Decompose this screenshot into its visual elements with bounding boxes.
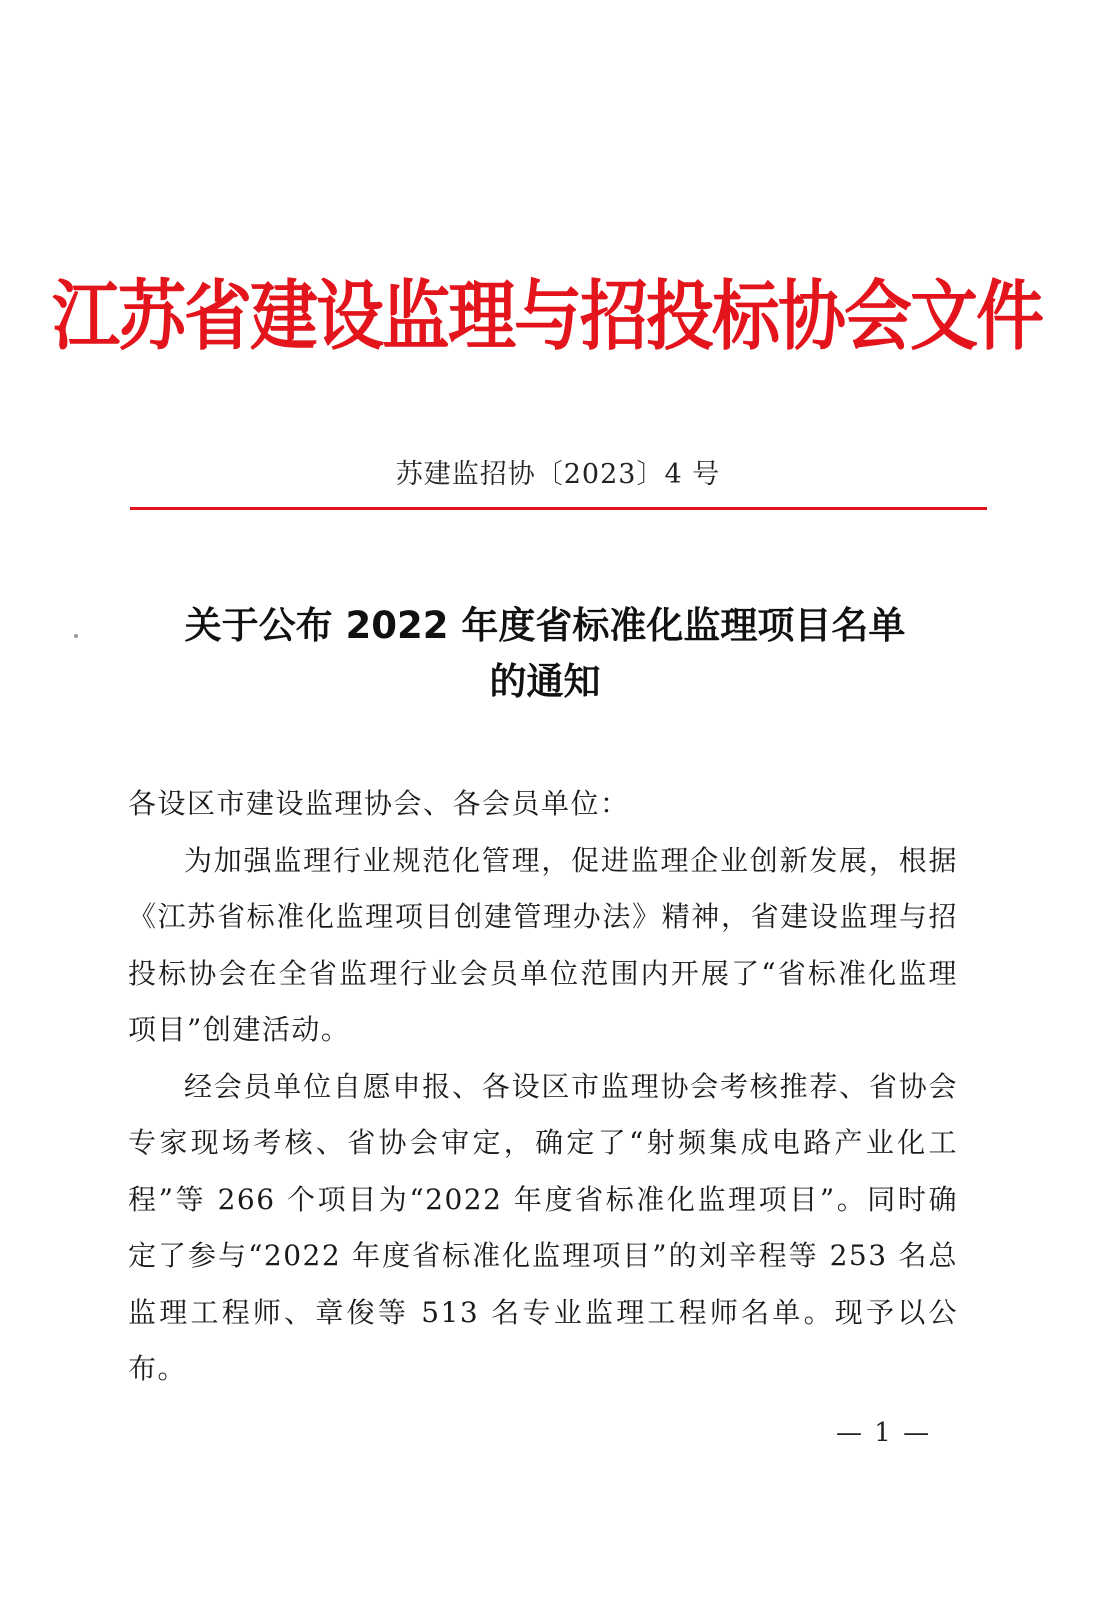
red-divider-rule: [130, 507, 987, 510]
notice-title-line-1: 关于公布 2022 年度省标准化监理项目名单: [184, 604, 906, 647]
document-number: 苏建监招协〔2023〕4 号: [395, 459, 721, 490]
document-masthead: 江苏省建设监理与招投标协会文件: [52, 272, 1043, 361]
page-number: — 1 —: [836, 1418, 932, 1448]
salutation: 各设区市建设监理协会、各会员单位：: [128, 787, 630, 820]
notice-title-line-2: 的通知: [489, 660, 601, 703]
scan-speck: [74, 634, 78, 638]
body-paragraph-1: 为加强监理行业规范化管理，促进监理企业创新发展，根据《江苏省标准化监理项目创建管理办法》精神，省建设监理与招投标协会在全省监理行业会员单位范围内开展了“省标准化监理项目”创建活动。: [128, 843, 958, 1046]
notice-body: [128, 776, 958, 1398]
notice-title: [120, 598, 970, 710]
body-paragraph-2: 经会员单位自愿申报、各设区市监理协会考核推荐、省协会专家现场考核、省协会审定，确定了“射频集成电路产业化工程”等 266 个项目为“2022 年度省标准化监理项目”。同时确定了参与“2022 年度省标准化监理项目”的刘辛程等 253 名总监理工程师、章俊等 513 名专业监理工程师名单。现予以公布。: [128, 1069, 958, 1385]
